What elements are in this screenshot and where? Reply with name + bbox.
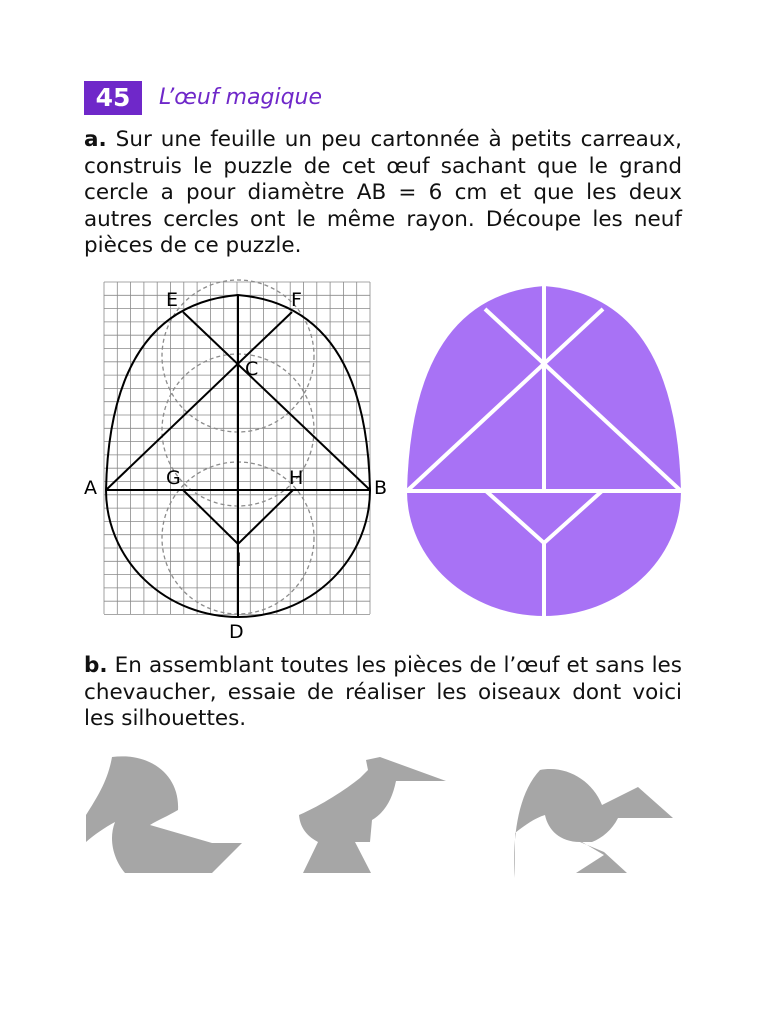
point-label-e: E <box>166 289 179 311</box>
part-b-text: En assemblant toutes les pièces de l’œuf et sans les chevaucher, essaie de réaliser les oiseaux dont voici les silhouettes. <box>84 653 682 731</box>
point-label-h: H <box>289 467 304 489</box>
part-a-text: Sur une feuille un peu cartonnée à petits carreaux, construis le puzzle de cet œuf sachant que le grand cercle a pour diamètre AB = 6 cm et que les deux autres cercles ont le même rayon. Découpe les neuf pièces de ce puzzle. <box>84 127 682 258</box>
point-label-c: C <box>245 358 259 380</box>
point-label-i: I <box>236 549 242 571</box>
puzzle-egg <box>405 284 683 620</box>
point-label-b: B <box>374 477 388 499</box>
part-b-label: b. <box>84 653 108 678</box>
exercise-title: L’œuf magique <box>159 85 323 110</box>
part-a-label: a. <box>84 127 107 152</box>
point-label-g: G <box>166 467 181 489</box>
point-label-d: D <box>229 621 244 643</box>
bird-silhouette-2 <box>299 757 446 873</box>
point-label-a: A <box>84 477 97 499</box>
part-b-instructions <box>84 653 682 733</box>
bird-silhouette-1 <box>86 756 242 873</box>
bird-silhouettes <box>86 756 673 878</box>
exercise-number-badge: 45 <box>84 81 142 115</box>
construction-figure <box>84 280 387 643</box>
point-label-f: F <box>291 289 302 311</box>
segment-af <box>106 312 292 490</box>
bird-silhouette-3 <box>514 769 673 878</box>
